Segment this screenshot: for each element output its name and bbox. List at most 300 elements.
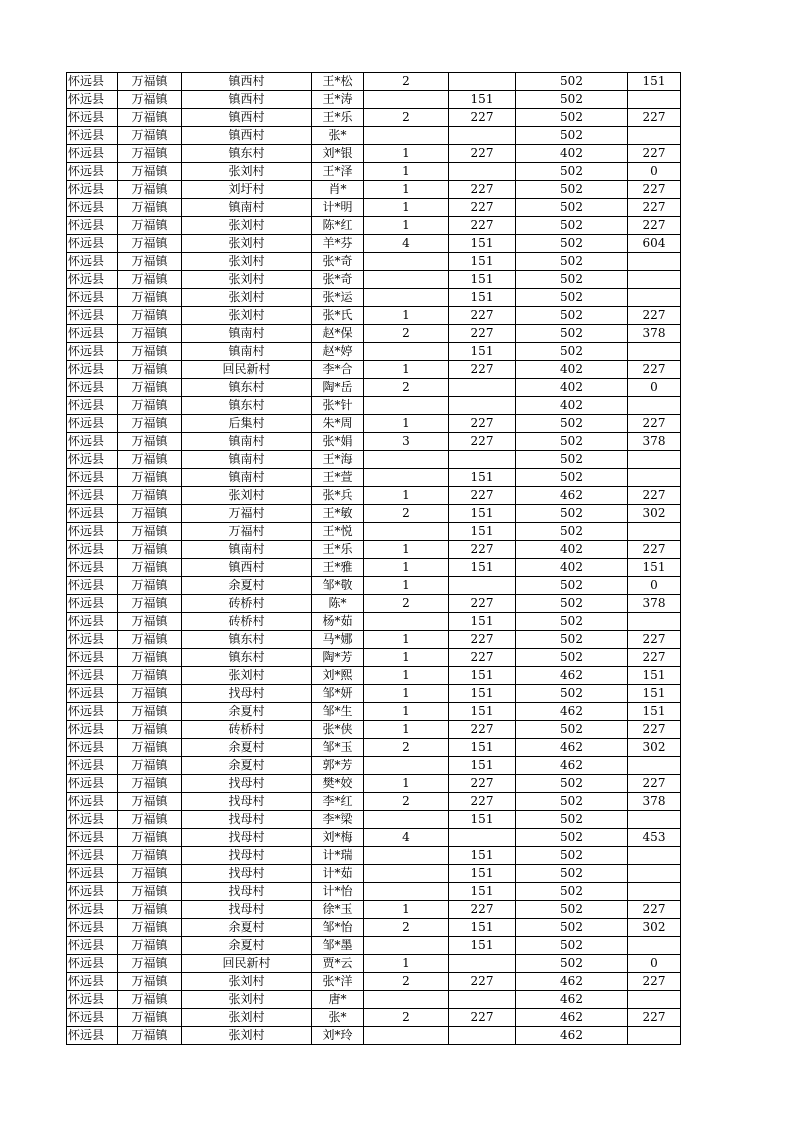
amount-a-cell: 151 bbox=[449, 289, 516, 307]
village-cell: 万福村 bbox=[182, 523, 312, 541]
village-cell: 找母村 bbox=[182, 847, 312, 865]
village-cell: 找母村 bbox=[182, 883, 312, 901]
table-row bbox=[67, 865, 681, 883]
count-cell: 1 bbox=[364, 721, 449, 739]
total-cell: 227 bbox=[628, 415, 681, 433]
town-cell: 万福镇 bbox=[118, 937, 182, 955]
amount-b-cell: 502 bbox=[516, 847, 628, 865]
table-row bbox=[67, 433, 681, 451]
table-row bbox=[67, 145, 681, 163]
count-cell bbox=[364, 757, 449, 775]
name-cell: 李*红 bbox=[312, 793, 364, 811]
town-cell: 万福镇 bbox=[118, 271, 182, 289]
county-cell: 怀远县 bbox=[67, 991, 118, 1009]
table-row bbox=[67, 91, 681, 109]
amount-a-cell: 227 bbox=[449, 487, 516, 505]
total-cell: 378 bbox=[628, 595, 681, 613]
town-cell: 万福镇 bbox=[118, 1009, 182, 1027]
county-cell: 怀远县 bbox=[67, 253, 118, 271]
count-cell: 4 bbox=[364, 829, 449, 847]
county-cell: 怀远县 bbox=[67, 559, 118, 577]
name-cell: 杨*茹 bbox=[312, 613, 364, 631]
county-cell: 怀远县 bbox=[67, 73, 118, 91]
county-cell: 怀远县 bbox=[67, 217, 118, 235]
table-row bbox=[67, 991, 681, 1009]
town-cell: 万福镇 bbox=[118, 883, 182, 901]
village-cell: 镇西村 bbox=[182, 109, 312, 127]
name-cell: 王*雅 bbox=[312, 559, 364, 577]
table-row bbox=[67, 235, 681, 253]
count-cell bbox=[364, 847, 449, 865]
amount-b-cell: 462 bbox=[516, 703, 628, 721]
county-cell: 怀远县 bbox=[67, 865, 118, 883]
name-cell: 王*萱 bbox=[312, 469, 364, 487]
count-cell: 2 bbox=[364, 1009, 449, 1027]
county-cell: 怀远县 bbox=[67, 523, 118, 541]
town-cell: 万福镇 bbox=[118, 811, 182, 829]
table-row bbox=[67, 1027, 681, 1045]
count-cell bbox=[364, 343, 449, 361]
amount-a-cell: 227 bbox=[449, 631, 516, 649]
amount-b-cell: 502 bbox=[516, 415, 628, 433]
village-cell: 张刘村 bbox=[182, 1009, 312, 1027]
table-row bbox=[67, 829, 681, 847]
count-cell bbox=[364, 469, 449, 487]
table-row bbox=[67, 415, 681, 433]
amount-b-cell: 502 bbox=[516, 253, 628, 271]
village-cell: 余夏村 bbox=[182, 703, 312, 721]
total-cell: 227 bbox=[628, 361, 681, 379]
total-cell bbox=[628, 865, 681, 883]
name-cell: 张*侠 bbox=[312, 721, 364, 739]
amount-a-cell: 227 bbox=[449, 901, 516, 919]
table-row bbox=[67, 613, 681, 631]
count-cell bbox=[364, 289, 449, 307]
village-cell: 张刘村 bbox=[182, 163, 312, 181]
amount-b-cell: 502 bbox=[516, 883, 628, 901]
town-cell: 万福镇 bbox=[118, 973, 182, 991]
village-cell: 后集村 bbox=[182, 415, 312, 433]
name-cell: 肖* bbox=[312, 181, 364, 199]
amount-a-cell: 227 bbox=[449, 541, 516, 559]
amount-a-cell bbox=[449, 73, 516, 91]
total-cell: 227 bbox=[628, 901, 681, 919]
village-cell: 张刘村 bbox=[182, 667, 312, 685]
table-row bbox=[67, 901, 681, 919]
count-cell bbox=[364, 397, 449, 415]
table-row bbox=[67, 667, 681, 685]
amount-b-cell: 502 bbox=[516, 343, 628, 361]
amount-b-cell: 502 bbox=[516, 613, 628, 631]
town-cell: 万福镇 bbox=[118, 955, 182, 973]
table-row bbox=[67, 595, 681, 613]
name-cell: 邹*敬 bbox=[312, 577, 364, 595]
name-cell: 陶*芳 bbox=[312, 649, 364, 667]
county-cell: 怀远县 bbox=[67, 685, 118, 703]
amount-a-cell: 151 bbox=[449, 667, 516, 685]
town-cell: 万福镇 bbox=[118, 595, 182, 613]
county-cell: 怀远县 bbox=[67, 811, 118, 829]
total-cell bbox=[628, 127, 681, 145]
table-row bbox=[67, 811, 681, 829]
amount-b-cell: 502 bbox=[516, 181, 628, 199]
amount-b-cell: 502 bbox=[516, 955, 628, 973]
total-cell bbox=[628, 469, 681, 487]
count-cell: 1 bbox=[364, 901, 449, 919]
amount-b-cell: 402 bbox=[516, 397, 628, 415]
village-cell: 找母村 bbox=[182, 775, 312, 793]
total-cell bbox=[628, 397, 681, 415]
amount-a-cell: 151 bbox=[449, 559, 516, 577]
village-cell: 镇南村 bbox=[182, 541, 312, 559]
name-cell: 邹*怡 bbox=[312, 919, 364, 937]
table-row bbox=[67, 721, 681, 739]
count-cell bbox=[364, 127, 449, 145]
village-cell: 找母村 bbox=[182, 829, 312, 847]
village-cell: 张刘村 bbox=[182, 289, 312, 307]
name-cell: 张*娟 bbox=[312, 433, 364, 451]
amount-b-cell: 462 bbox=[516, 487, 628, 505]
town-cell: 万福镇 bbox=[118, 487, 182, 505]
amount-a-cell: 151 bbox=[449, 937, 516, 955]
amount-b-cell: 502 bbox=[516, 595, 628, 613]
total-cell: 151 bbox=[628, 703, 681, 721]
amount-b-cell: 462 bbox=[516, 667, 628, 685]
amount-b-cell: 462 bbox=[516, 739, 628, 757]
amount-a-cell: 227 bbox=[449, 433, 516, 451]
total-cell: 151 bbox=[628, 559, 681, 577]
table-row bbox=[67, 73, 681, 91]
total-cell: 0 bbox=[628, 955, 681, 973]
town-cell: 万福镇 bbox=[118, 685, 182, 703]
town-cell: 万福镇 bbox=[118, 793, 182, 811]
amount-b-cell: 502 bbox=[516, 901, 628, 919]
county-cell: 怀远县 bbox=[67, 847, 118, 865]
total-cell: 227 bbox=[628, 721, 681, 739]
count-cell: 1 bbox=[364, 559, 449, 577]
amount-a-cell: 227 bbox=[449, 973, 516, 991]
name-cell: 张*奇 bbox=[312, 253, 364, 271]
count-cell: 1 bbox=[364, 685, 449, 703]
amount-b-cell: 502 bbox=[516, 829, 628, 847]
amount-b-cell: 502 bbox=[516, 469, 628, 487]
count-cell bbox=[364, 253, 449, 271]
count-cell bbox=[364, 991, 449, 1009]
county-cell: 怀远县 bbox=[67, 505, 118, 523]
amount-b-cell: 502 bbox=[516, 793, 628, 811]
table-row bbox=[67, 199, 681, 217]
county-cell: 怀远县 bbox=[67, 181, 118, 199]
village-cell: 回民新村 bbox=[182, 361, 312, 379]
amount-b-cell: 502 bbox=[516, 505, 628, 523]
total-cell: 227 bbox=[628, 199, 681, 217]
table-row bbox=[67, 649, 681, 667]
count-cell: 2 bbox=[364, 379, 449, 397]
amount-b-cell: 502 bbox=[516, 271, 628, 289]
count-cell bbox=[364, 523, 449, 541]
total-cell: 151 bbox=[628, 667, 681, 685]
amount-b-cell: 502 bbox=[516, 127, 628, 145]
amount-b-cell: 462 bbox=[516, 991, 628, 1009]
total-cell: 227 bbox=[628, 631, 681, 649]
amount-a-cell: 151 bbox=[449, 271, 516, 289]
name-cell: 张*氏 bbox=[312, 307, 364, 325]
name-cell: 计*明 bbox=[312, 199, 364, 217]
town-cell: 万福镇 bbox=[118, 199, 182, 217]
amount-b-cell: 462 bbox=[516, 1009, 628, 1027]
count-cell: 1 bbox=[364, 163, 449, 181]
village-cell: 张刘村 bbox=[182, 271, 312, 289]
amount-a-cell: 151 bbox=[449, 343, 516, 361]
total-cell bbox=[628, 1027, 681, 1045]
amount-b-cell: 502 bbox=[516, 91, 628, 109]
village-cell: 找母村 bbox=[182, 901, 312, 919]
county-cell: 怀远县 bbox=[67, 343, 118, 361]
county-cell: 怀远县 bbox=[67, 973, 118, 991]
total-cell: 302 bbox=[628, 505, 681, 523]
table-row bbox=[67, 361, 681, 379]
town-cell: 万福镇 bbox=[118, 73, 182, 91]
village-cell: 张刘村 bbox=[182, 973, 312, 991]
total-cell bbox=[628, 847, 681, 865]
town-cell: 万福镇 bbox=[118, 523, 182, 541]
town-cell: 万福镇 bbox=[118, 451, 182, 469]
table-body bbox=[67, 73, 681, 1045]
amount-b-cell: 402 bbox=[516, 379, 628, 397]
count-cell: 2 bbox=[364, 109, 449, 127]
town-cell: 万福镇 bbox=[118, 667, 182, 685]
table-row bbox=[67, 631, 681, 649]
amount-a-cell: 227 bbox=[449, 145, 516, 163]
name-cell: 邹*玉 bbox=[312, 739, 364, 757]
amount-b-cell: 502 bbox=[516, 721, 628, 739]
total-cell: 378 bbox=[628, 325, 681, 343]
table-row bbox=[67, 757, 681, 775]
town-cell: 万福镇 bbox=[118, 433, 182, 451]
village-cell: 砖桥村 bbox=[182, 613, 312, 631]
table-row bbox=[67, 379, 681, 397]
amount-b-cell: 502 bbox=[516, 523, 628, 541]
county-cell: 怀远县 bbox=[67, 1009, 118, 1027]
county-cell: 怀远县 bbox=[67, 793, 118, 811]
count-cell: 1 bbox=[364, 217, 449, 235]
town-cell: 万福镇 bbox=[118, 343, 182, 361]
county-cell: 怀远县 bbox=[67, 145, 118, 163]
amount-b-cell: 462 bbox=[516, 1027, 628, 1045]
amount-b-cell: 502 bbox=[516, 451, 628, 469]
table-row bbox=[67, 937, 681, 955]
table-row bbox=[67, 271, 681, 289]
village-cell: 刘圩村 bbox=[182, 181, 312, 199]
total-cell: 227 bbox=[628, 973, 681, 991]
total-cell: 227 bbox=[628, 541, 681, 559]
total-cell: 0 bbox=[628, 163, 681, 181]
total-cell bbox=[628, 937, 681, 955]
count-cell: 2 bbox=[364, 739, 449, 757]
name-cell: 刘*熙 bbox=[312, 667, 364, 685]
county-cell: 怀远县 bbox=[67, 415, 118, 433]
total-cell bbox=[628, 883, 681, 901]
county-cell: 怀远县 bbox=[67, 199, 118, 217]
count-cell bbox=[364, 1027, 449, 1045]
count-cell: 2 bbox=[364, 505, 449, 523]
town-cell: 万福镇 bbox=[118, 235, 182, 253]
village-cell: 镇东村 bbox=[182, 397, 312, 415]
total-cell bbox=[628, 289, 681, 307]
amount-a-cell: 227 bbox=[449, 325, 516, 343]
amount-a-cell: 227 bbox=[449, 199, 516, 217]
total-cell bbox=[628, 991, 681, 1009]
county-cell: 怀远县 bbox=[67, 739, 118, 757]
count-cell: 1 bbox=[364, 775, 449, 793]
name-cell: 王*海 bbox=[312, 451, 364, 469]
name-cell: 张*运 bbox=[312, 289, 364, 307]
count-cell: 1 bbox=[364, 415, 449, 433]
county-cell: 怀远县 bbox=[67, 919, 118, 937]
table-row bbox=[67, 289, 681, 307]
county-cell: 怀远县 bbox=[67, 829, 118, 847]
amount-b-cell: 502 bbox=[516, 289, 628, 307]
town-cell: 万福镇 bbox=[118, 415, 182, 433]
table-row bbox=[67, 541, 681, 559]
county-cell: 怀远县 bbox=[67, 901, 118, 919]
amount-a-cell: 227 bbox=[449, 793, 516, 811]
village-cell: 张刘村 bbox=[182, 307, 312, 325]
amount-b-cell: 462 bbox=[516, 757, 628, 775]
total-cell: 453 bbox=[628, 829, 681, 847]
name-cell: 马*娜 bbox=[312, 631, 364, 649]
amount-b-cell: 502 bbox=[516, 937, 628, 955]
amount-b-cell: 502 bbox=[516, 235, 628, 253]
amount-a-cell: 227 bbox=[449, 361, 516, 379]
amount-b-cell: 502 bbox=[516, 433, 628, 451]
name-cell: 王*泽 bbox=[312, 163, 364, 181]
village-cell: 镇东村 bbox=[182, 145, 312, 163]
amount-b-cell: 502 bbox=[516, 775, 628, 793]
county-cell: 怀远县 bbox=[67, 667, 118, 685]
town-cell: 万福镇 bbox=[118, 217, 182, 235]
name-cell: 刘*银 bbox=[312, 145, 364, 163]
table-row bbox=[67, 955, 681, 973]
town-cell: 万福镇 bbox=[118, 847, 182, 865]
name-cell: 刘*梅 bbox=[312, 829, 364, 847]
amount-a-cell bbox=[449, 577, 516, 595]
village-cell: 镇西村 bbox=[182, 559, 312, 577]
town-cell: 万福镇 bbox=[118, 577, 182, 595]
name-cell: 唐* bbox=[312, 991, 364, 1009]
county-cell: 怀远县 bbox=[67, 469, 118, 487]
village-cell: 找母村 bbox=[182, 865, 312, 883]
name-cell: 王*松 bbox=[312, 73, 364, 91]
amount-b-cell: 502 bbox=[516, 109, 628, 127]
count-cell: 1 bbox=[364, 361, 449, 379]
name-cell: 王*涛 bbox=[312, 91, 364, 109]
name-cell: 张* bbox=[312, 127, 364, 145]
name-cell: 计*怡 bbox=[312, 883, 364, 901]
amount-a-cell: 151 bbox=[449, 883, 516, 901]
count-cell: 1 bbox=[364, 955, 449, 973]
table-row bbox=[67, 883, 681, 901]
county-cell: 怀远县 bbox=[67, 163, 118, 181]
table-row bbox=[67, 1009, 681, 1027]
town-cell: 万福镇 bbox=[118, 559, 182, 577]
count-cell: 1 bbox=[364, 703, 449, 721]
town-cell: 万福镇 bbox=[118, 649, 182, 667]
town-cell: 万福镇 bbox=[118, 397, 182, 415]
amount-a-cell bbox=[449, 451, 516, 469]
amount-a-cell bbox=[449, 955, 516, 973]
village-cell: 找母村 bbox=[182, 685, 312, 703]
amount-b-cell: 502 bbox=[516, 163, 628, 181]
village-cell: 余夏村 bbox=[182, 919, 312, 937]
amount-a-cell: 227 bbox=[449, 1009, 516, 1027]
name-cell: 王*敏 bbox=[312, 505, 364, 523]
amount-a-cell: 151 bbox=[449, 847, 516, 865]
amount-b-cell: 402 bbox=[516, 559, 628, 577]
amount-b-cell: 502 bbox=[516, 685, 628, 703]
total-cell: 227 bbox=[628, 307, 681, 325]
amount-a-cell: 151 bbox=[449, 253, 516, 271]
table-row bbox=[67, 109, 681, 127]
village-cell: 镇东村 bbox=[182, 631, 312, 649]
amount-b-cell: 502 bbox=[516, 577, 628, 595]
town-cell: 万福镇 bbox=[118, 109, 182, 127]
town-cell: 万福镇 bbox=[118, 865, 182, 883]
table-row bbox=[67, 559, 681, 577]
village-cell: 镇东村 bbox=[182, 649, 312, 667]
total-cell: 151 bbox=[628, 73, 681, 91]
town-cell: 万福镇 bbox=[118, 289, 182, 307]
name-cell: 陶*岳 bbox=[312, 379, 364, 397]
town-cell: 万福镇 bbox=[118, 613, 182, 631]
village-cell: 镇南村 bbox=[182, 199, 312, 217]
village-cell: 张刘村 bbox=[182, 253, 312, 271]
count-cell: 1 bbox=[364, 577, 449, 595]
amount-a-cell: 151 bbox=[449, 703, 516, 721]
village-cell: 万福村 bbox=[182, 505, 312, 523]
town-cell: 万福镇 bbox=[118, 631, 182, 649]
table-row bbox=[67, 343, 681, 361]
county-cell: 怀远县 bbox=[67, 1027, 118, 1045]
name-cell: 陈*红 bbox=[312, 217, 364, 235]
amount-b-cell: 402 bbox=[516, 145, 628, 163]
table-row bbox=[67, 163, 681, 181]
total-cell bbox=[628, 613, 681, 631]
town-cell: 万福镇 bbox=[118, 145, 182, 163]
amount-b-cell: 502 bbox=[516, 811, 628, 829]
town-cell: 万福镇 bbox=[118, 829, 182, 847]
total-cell: 378 bbox=[628, 433, 681, 451]
table-row bbox=[67, 217, 681, 235]
county-cell: 怀远县 bbox=[67, 703, 118, 721]
amount-a-cell: 151 bbox=[449, 469, 516, 487]
table-row bbox=[67, 577, 681, 595]
table-row bbox=[67, 739, 681, 757]
town-cell: 万福镇 bbox=[118, 901, 182, 919]
table-row bbox=[67, 487, 681, 505]
village-cell: 余夏村 bbox=[182, 937, 312, 955]
county-cell: 怀远县 bbox=[67, 289, 118, 307]
total-cell bbox=[628, 91, 681, 109]
village-cell: 镇西村 bbox=[182, 91, 312, 109]
total-cell bbox=[628, 523, 681, 541]
count-cell: 2 bbox=[364, 973, 449, 991]
village-cell: 找母村 bbox=[182, 811, 312, 829]
table-row bbox=[67, 307, 681, 325]
county-cell: 怀远县 bbox=[67, 451, 118, 469]
county-cell: 怀远县 bbox=[67, 757, 118, 775]
county-cell: 怀远县 bbox=[67, 883, 118, 901]
